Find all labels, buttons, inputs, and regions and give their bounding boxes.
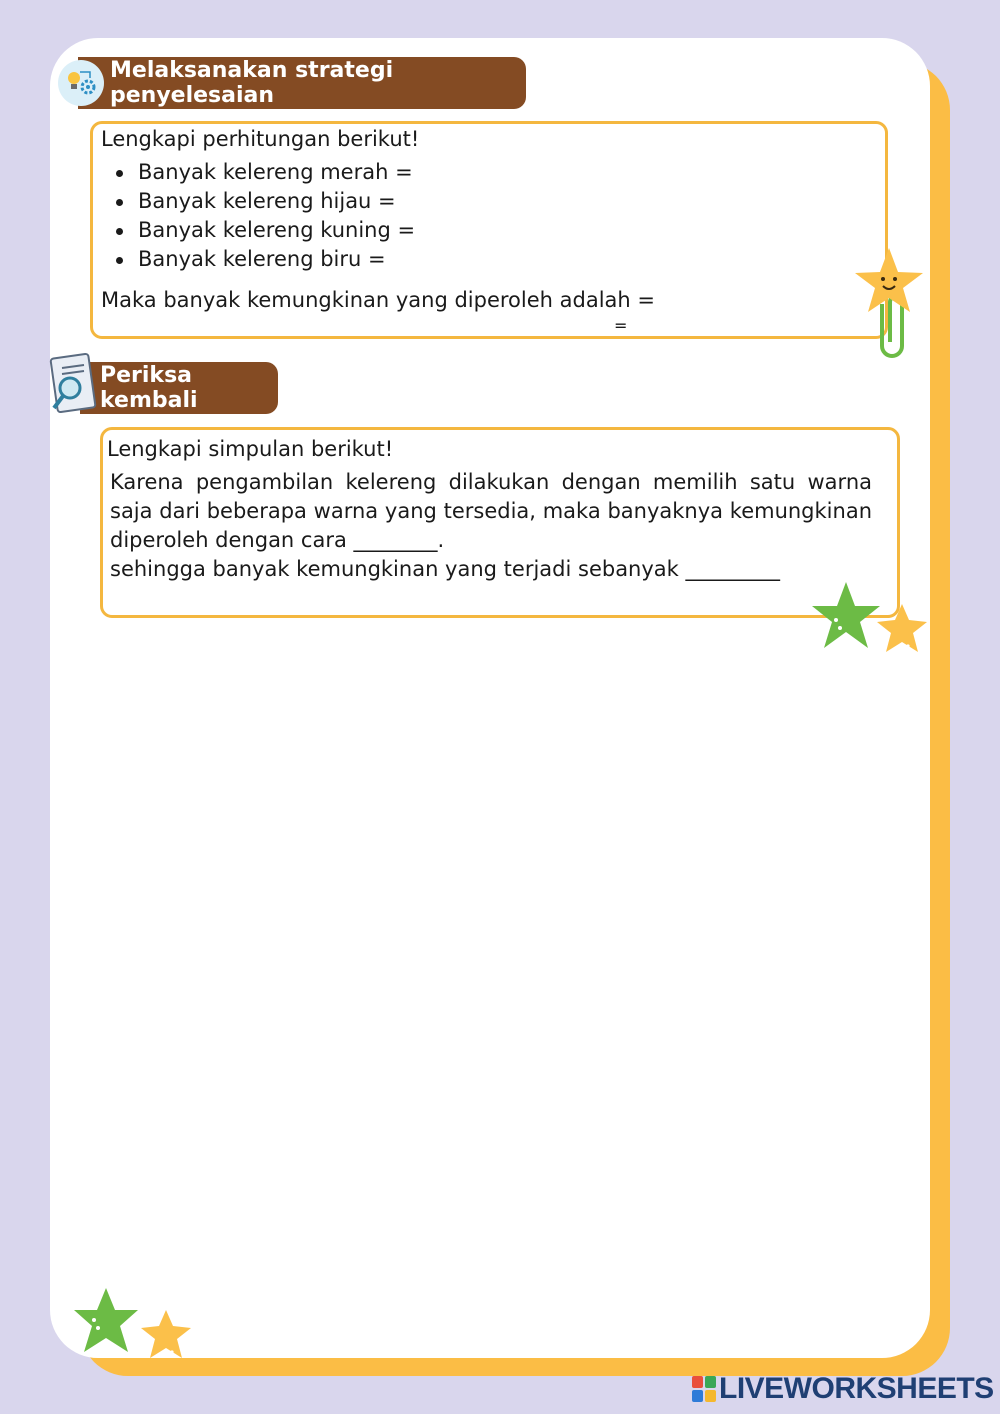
liveworksheets-logo [692, 1373, 994, 1405]
section-title-strategy: Melaksanakan strategi penyelesaian [110, 58, 394, 108]
section-title-review: Periksa kembali [100, 363, 198, 413]
star-paperclip-icon [852, 246, 926, 366]
lightbulb-gear-icon [58, 60, 104, 106]
section-header-strategy [78, 57, 526, 109]
stars-decoration-top-icon [810, 580, 930, 662]
stars-decoration-bottom-icon [72, 1286, 194, 1366]
marble-count-list [138, 158, 415, 274]
result-line-second: = [614, 316, 628, 335]
conclusion-instruction: Lengkapi simpulan berikut! [107, 437, 394, 461]
list-item: Banyak kelereng biru = [138, 245, 415, 274]
conclusion-paragraph-second: sehingga banyak kemungkinan yang terjadi sebanyak _________ [110, 557, 781, 581]
list-item: Banyak kelereng merah = [138, 158, 415, 187]
conclusion-paragraph: Karena pengambilan kelereng dilakukan dengan memilih satu warna saja dari beberapa warna yang tersedia, maka banyaknya kemungkinan diperoleh dengan cara ________. [110, 470, 872, 552]
brand-name: LIVEWORKSHEETS [719, 1372, 994, 1405]
calculation-instruction: Lengkapi perhitungan berikut! [101, 127, 420, 151]
clipboard-magnifier-icon [48, 350, 102, 416]
list-item: Banyak kelereng hijau = [138, 187, 415, 216]
liveworksheets-logo-icon [692, 1376, 716, 1402]
section-header-review [80, 362, 278, 414]
result-line: Maka banyak kemungkinan yang diperoleh adalah = [101, 288, 655, 312]
list-item: Banyak kelereng kuning = [138, 216, 415, 245]
